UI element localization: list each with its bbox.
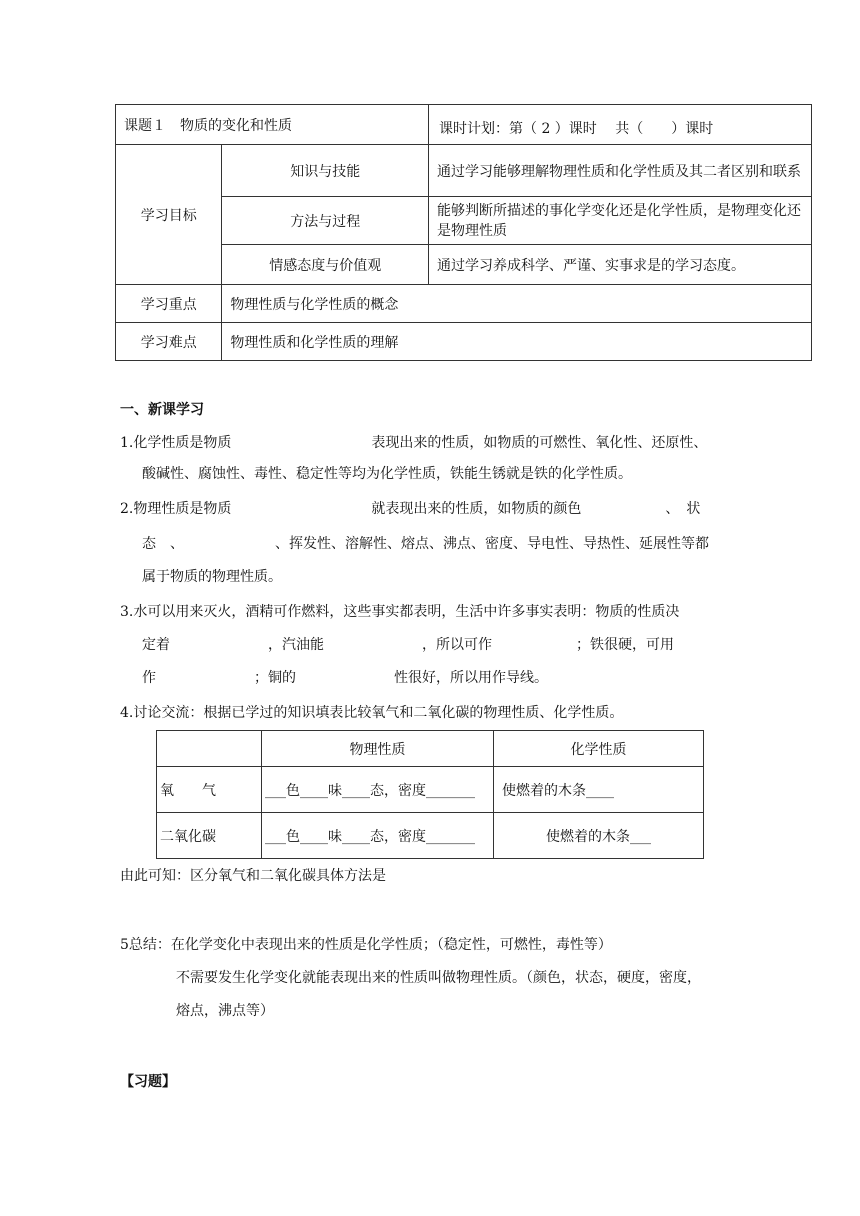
topic-title: 课题１ 物质的变化和性质	[124, 117, 292, 134]
compare-corner-cell	[157, 731, 262, 767]
objective-desc-1: 通过学习能够理解物理性质和化学性质及其二者区别和联系	[429, 145, 812, 197]
key-point-label: 学习重点	[116, 285, 222, 323]
gas-compare-table	[156, 730, 704, 859]
schedule-text: 课时计划：第（ 2 ）课时 共（ ）课时	[439, 120, 714, 137]
q2-line3: 属于物质的物理性质。	[142, 569, 282, 585]
difficulty-value: 物理性质和化学性质的理解	[222, 323, 812, 361]
q4-text: 4.讨论交流：根据已学过的知识填表比较氧气和二氧化碳的物理性质、化学性质。	[120, 705, 624, 721]
q3-line3: 作 ；铜的 性很好，所以用作导线。	[142, 670, 548, 686]
header-physical: 物理性质	[262, 731, 494, 767]
q1-line1: 1.化学性质是物质 表现出来的性质，如物质的可燃性、氧化性、还原性、	[120, 435, 708, 451]
objectives-label: 学习目标	[116, 145, 222, 285]
q2-line2: 态 、 、挥发性、溶解性、熔点、沸点、密度、导电性、导热性、延展性等都	[142, 536, 709, 552]
row-co2-chemical: 使燃着的木条___	[494, 813, 704, 859]
row-co2-physical: ___色____味____态，密度_______	[262, 813, 494, 859]
objective-name-2: 方法与过程	[222, 197, 429, 245]
lesson-info-table	[115, 104, 812, 361]
objective-name-3: 情感态度与价值观	[222, 245, 429, 285]
exercise-heading: 【习题】	[120, 1074, 176, 1090]
row-oxygen-chemical: 使燃着的木条____	[494, 767, 704, 813]
conclusion-text: 由此可知：区分氧气和二氧化碳具体方法是	[120, 868, 386, 884]
section-heading: 一、新课学习	[120, 402, 204, 418]
q1-line2: 酸碱性、腐蚀性、毒性、稳定性等均为化学性质，铁能生锈就是铁的化学性质。	[142, 466, 632, 482]
row-oxygen-name: 氧 气	[157, 767, 262, 813]
objective-desc-3: 通过学习养成科学、严谨、实事求是的学习态度。	[429, 245, 812, 285]
row-oxygen-physical: ___色____味____态，密度_______	[262, 767, 494, 813]
header-chemical: 化学性质	[494, 731, 704, 767]
q2-line1: 2.物理性质是物质 就表现出来的性质，如物质的颜色 、 状	[120, 501, 701, 517]
objective-desc-2: 能够判断所描述的事化学变化还是化学性质，是物理变化还是物理性质	[429, 197, 812, 245]
topic-cell	[116, 105, 429, 145]
row-co2-name: 二氧化碳	[157, 813, 262, 859]
objective-name-1: 知识与技能	[222, 145, 429, 197]
summary-line1: 5总结：在化学变化中表现出来的性质是化学性质；（稳定性，可燃性，毒性等）	[120, 937, 612, 953]
key-point-value: 物理性质与化学性质的概念	[222, 285, 812, 323]
difficulty-label: 学习难点	[116, 323, 222, 361]
summary-line2: 不需要发生化学变化就能表现出来的性质叫做物理性质。（颜色，状态，硬度，密度，	[176, 970, 701, 986]
q3-line1: 3.水可以用来灭火，酒精可作燃料，这些事实都表明，生活中许多事实表明：物质的性质决	[120, 604, 680, 620]
schedule-cell	[429, 105, 812, 145]
q3-line2: 定着 ，汽油能 ，所以可作 ；铁很硬，可用	[142, 637, 674, 653]
summary-line3: 熔点，沸点等）	[176, 1003, 274, 1019]
